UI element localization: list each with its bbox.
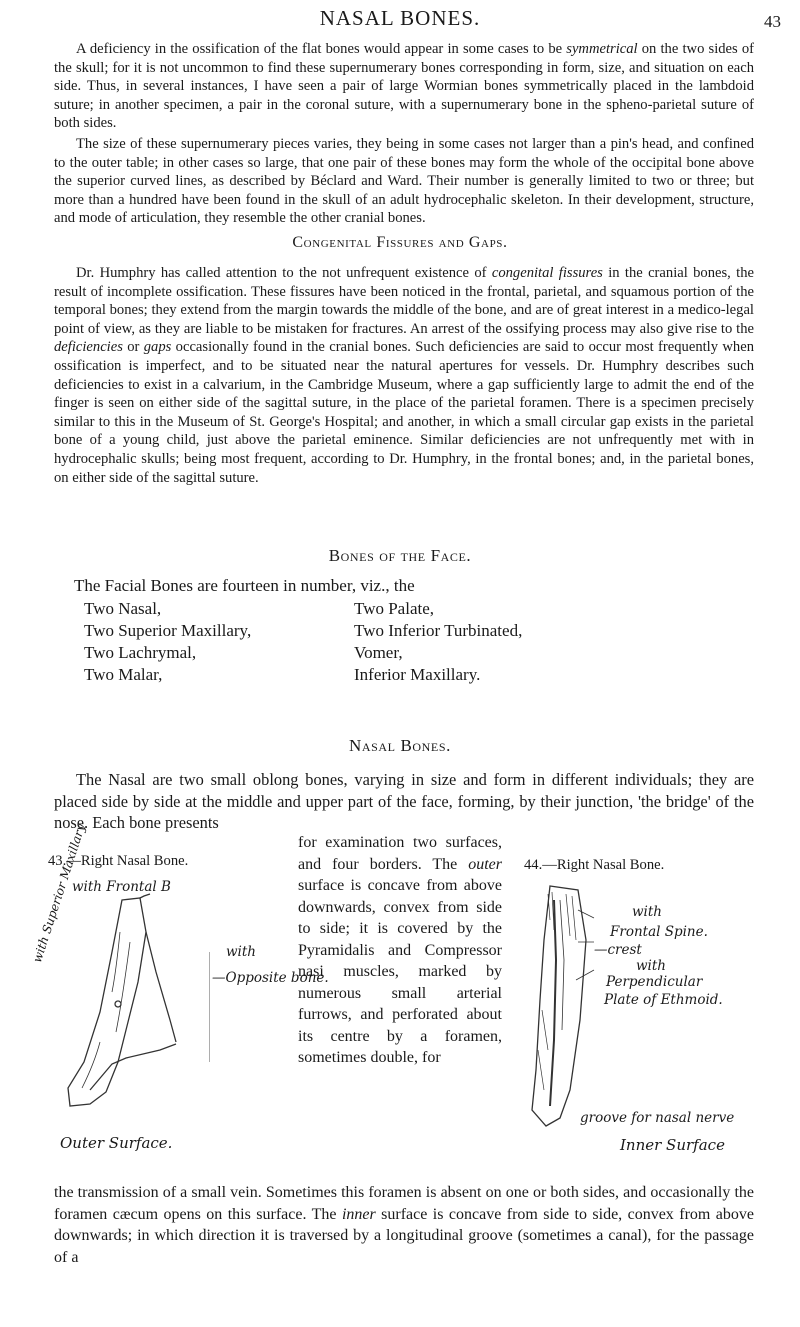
figure-44-label-groove: groove for nasal nerve (580, 1110, 735, 1126)
foramen-icon (115, 1001, 121, 1007)
furrow-line (116, 942, 130, 1032)
section-heading-face: Bones of the Face. (328, 546, 472, 565)
list-item: Two Nasal, (84, 599, 162, 618)
figure-44-label-with2: with (636, 958, 666, 974)
list-item: Two Palate, (354, 599, 435, 618)
nasal-bone-outline (532, 886, 586, 1126)
figure-43-label-with: with (226, 944, 256, 960)
page-number: 43 (764, 12, 781, 31)
figure-44-label-spine: Frontal Spine. (610, 924, 708, 940)
figure-43-label-frontal: with Frontal B (72, 879, 171, 895)
figure-44-label-with: with (632, 904, 662, 920)
emphasis: deficiencies (54, 339, 123, 356)
list-item: Two Superior Maxillary, (84, 621, 252, 640)
text-run: occasionally found in the cranial bones. Such deficiencies are said to occur most frequently when ossification is imperfect, and to be situated near the natural apertures for vessels. Dr. Humphry describes such deficiencies to exist in a calvarium, in the Cambridge Museum, where a gap sufficiently large to admit the end of the finger is seen on either side of the sagittal suture, in the place of the parietal foramen. There is a specimen precisely similar to this in the Museum of St. George's Hospital; and another, in which a small circular gap exists in the parietal bone of a young child, just above the parietal eminence. Similar deficiencies are not unfrequently met with in hydrocephalic skulls; being most frequent, according to Dr. Humphry, in the frontal bones; and, in the parietal bones, on either side of the sagittal suture. (54, 339, 754, 486)
face-intro: The Facial Bones are fourteen in number, viz., the (74, 576, 415, 595)
figure-43-illustration (60, 892, 210, 1122)
groove-shade (560, 900, 564, 1030)
emphasis: symmetrical (566, 41, 638, 57)
emphasis: inner (341, 1205, 376, 1223)
list-item: Two Inferior Turbinated, (354, 621, 523, 640)
nasal-bone-outline (68, 898, 146, 1106)
figure-44-label-crest: —crest (594, 942, 642, 958)
emphasis: gaps (143, 339, 172, 356)
paragraph-congenital (54, 264, 754, 487)
list-item: Inferior Maxillary. (354, 665, 481, 684)
frontal-edge (140, 894, 150, 898)
facial-bones-list (84, 598, 644, 685)
text-run: surface is concave from above downwards, convex from side to side; it is covered by the Pyramidalis and Compressor nasi muscles, marked by numerous small arterial furrows, and perforated about its centre by a foramen, sometimes double, for (298, 877, 502, 1066)
figure-44-label-perpendicular: Perpendicular (606, 974, 703, 990)
figure-43-label-maxillary: with Superior Maxillary (30, 822, 89, 965)
figure-43-caption: 43.—Right Nasal Bone. (48, 853, 189, 869)
section-heading-congenital: Congenital Fissures and Gaps. (292, 234, 508, 251)
list-item: Two Malar, (84, 665, 163, 684)
paragraph-inner-surface (54, 1182, 754, 1268)
emphasis: congenital fissures (491, 265, 603, 281)
paragraph-outer-surface (298, 832, 502, 1069)
furrow-line (112, 932, 120, 992)
list-item: Vomer, (354, 643, 403, 662)
opposite-edge (146, 932, 176, 1042)
paragraph-size: The size of these supernumerary pieces varies, they being in some cases not larger than a pin's head, and confined to the outer table; in other cases so large, that one pair of these bones may form the whole of the occipital bone above the superior curved lines, as described by Béclard and Ward. Their number is generally limited to two or three; but more than a hundred have been found in the skull of an adult hydrocephalic skeleton. In their development, structure, and mode of articulation, they resemble the other cranial bones. (54, 136, 754, 227)
nasal-intro: The Nasal are two small oblong bones, varying in size and form in different individuals; they are placed side by side at the middle and upper part of the face, forming, by their junction, 'the bridge' of the nose. Each bone presents (54, 770, 754, 832)
running-head: NASAL BONES. (319, 6, 481, 30)
text-run: surface is concave from side to side, convex from above downwards; in which direction it is traversed by a longitudinal groove (sometimes a canal), for the passage of a (54, 1205, 754, 1266)
figure-44-illustration (520, 880, 596, 1130)
emphasis: outer (468, 855, 502, 873)
hatch-lines (538, 1010, 548, 1090)
text-run: A deficiency in the ossification of the flat bones would appear in some cases to be (76, 41, 567, 57)
figure-43-label-opposite: —Opposite bone. (212, 970, 329, 986)
text-run: for examination two surfaces, and four borders. The (298, 834, 502, 873)
figure-43-label-outer: Outer Surface. (60, 1134, 173, 1152)
lower-border (90, 1044, 176, 1090)
figure-44-label-plate: Plate of Ethmoid. (604, 992, 723, 1008)
text-run: on the two sides of the skull; for it is not uncommon to find these supernumerary bones corresponding in form, size, and situation on each side. Thus, in several instances, I have seen a pair of large Wormian bones symmetrically placed in the lambdoid suture; in another specimen, a pair in the coronal suture, with a supernumerary bone in the spheno-parietal suture of both sides. (54, 41, 755, 132)
text-run: in the cranial bones, the result of incomplete ossification. These fissures have been noticed in the frontal, parietal, and squamous portion of the temporal bones; they extend from the margin towards the middle of the bone, and are of great interest in a medico-legal point of view, as they are liable to be mistaken for fractures. An arrest of the ossifying process may also give rise to the (54, 265, 754, 337)
text-run: the transmission of a small vein. Sometimes this foramen is absent on one or both sides, and occasionally the foramen cæcum opens on this surface. The (54, 1184, 754, 1223)
text-run: Dr. Humphry has called attention to the not unfrequent existence of (76, 265, 492, 281)
longitudinal-groove (550, 900, 556, 1106)
text-run: or (122, 339, 144, 356)
section-heading-nasal: Nasal Bones. (349, 736, 451, 755)
figure-44-label-inner: Inner Surface (620, 1136, 725, 1154)
figure-44-caption: 44.—Right Nasal Bone. (524, 857, 665, 873)
list-item: Two Lachrymal, (84, 643, 197, 662)
paragraph-symmetry (54, 40, 754, 133)
